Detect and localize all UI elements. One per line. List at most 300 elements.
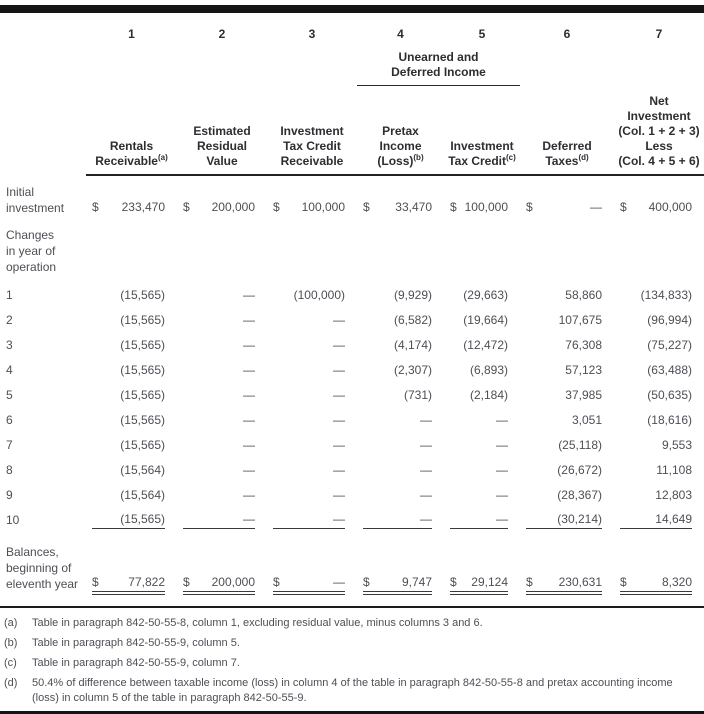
cell-content xyxy=(526,413,602,429)
cell-value: (15,565) xyxy=(120,412,165,427)
table-row-year-2 xyxy=(0,304,704,329)
cell-content xyxy=(273,512,345,529)
cell-value: (50,635) xyxy=(647,387,692,402)
footnote-b xyxy=(0,633,704,653)
row-label xyxy=(0,454,86,479)
text-line: 1 xyxy=(6,287,13,302)
cell-col2 xyxy=(177,404,267,429)
cell-content xyxy=(450,488,508,504)
text-line: 5 xyxy=(6,387,13,402)
cell-content xyxy=(92,512,165,529)
cell-content xyxy=(526,313,602,329)
group-header-row xyxy=(0,42,704,86)
cell-col7 xyxy=(614,429,704,454)
cell-col5 xyxy=(444,329,520,354)
cell-content xyxy=(450,575,508,592)
header-line: Rentals xyxy=(109,138,154,153)
cell-col2 xyxy=(177,529,267,599)
cell-content xyxy=(183,463,255,479)
cell-value: (18,616) xyxy=(647,412,692,427)
cell-value: — xyxy=(333,487,345,502)
cell-value: (731) xyxy=(403,387,432,402)
cell-col6 xyxy=(520,304,614,329)
cell-col6 xyxy=(520,504,614,529)
text-line: Deferred Income xyxy=(391,65,486,79)
text-line: Initial xyxy=(6,184,35,199)
cell-value: 58,860 xyxy=(565,287,602,302)
row-label xyxy=(0,279,86,304)
column-number-6: 6 xyxy=(563,27,571,41)
cell-value: — xyxy=(333,437,345,452)
dollar-sign: $ xyxy=(183,199,190,214)
column-number-4: 4 xyxy=(397,27,404,41)
text-line: beginning of xyxy=(6,560,72,575)
table-content xyxy=(0,13,704,714)
cell-col2 xyxy=(177,279,267,304)
cell-col2 xyxy=(177,504,267,529)
cell-value: (15,565) xyxy=(120,312,165,327)
cell-col5 xyxy=(444,404,520,429)
footnote-c xyxy=(0,653,704,673)
dollar-sign: $ xyxy=(620,574,627,589)
cell-content xyxy=(620,413,692,429)
row-label xyxy=(0,529,86,599)
cell-value: (28,367) xyxy=(557,487,602,502)
cell-col2 xyxy=(177,329,267,354)
cell-col1 xyxy=(86,404,177,429)
top-rule xyxy=(0,5,704,13)
text-line: 10 xyxy=(6,512,20,527)
cell-content xyxy=(526,388,602,404)
cell-value: (75,227) xyxy=(647,337,692,352)
cell-col7 xyxy=(614,454,704,479)
cell-content xyxy=(526,338,602,354)
cell-content xyxy=(92,575,165,592)
column-header-4 xyxy=(357,86,444,175)
cell-col2 xyxy=(177,354,267,379)
dollar-sign: $ xyxy=(363,574,370,589)
cell-content xyxy=(92,413,165,429)
cell-value: (4,174) xyxy=(393,337,432,352)
cell-content xyxy=(273,575,345,592)
header-line: (Col. 1 + 2 + 3) xyxy=(618,123,700,138)
cell-content xyxy=(92,388,165,404)
cell-content xyxy=(92,438,165,454)
cell-value: — xyxy=(496,487,508,502)
table-row-year-7 xyxy=(0,429,704,454)
cell-value: — xyxy=(243,312,255,327)
cell-col2 xyxy=(177,479,267,504)
cell-col5 xyxy=(444,304,520,329)
cell-value: 200,000 xyxy=(211,199,255,214)
cell-col3 xyxy=(267,329,357,354)
cell-value: — xyxy=(243,412,255,427)
column-header-1 xyxy=(86,86,177,175)
cell-col1 xyxy=(86,304,177,329)
cell-col6 xyxy=(520,404,614,429)
cell-col3 xyxy=(267,404,357,429)
cell-value: 12,803 xyxy=(655,487,692,502)
header-line: Value xyxy=(206,153,238,168)
text-line: 3 xyxy=(6,337,13,352)
text-line: 9 xyxy=(6,487,13,502)
cell-value: 57,123 xyxy=(565,362,602,377)
cell-col5 xyxy=(444,354,520,379)
cell-col5 xyxy=(444,529,520,599)
cell-content xyxy=(363,388,432,404)
row-label xyxy=(0,329,86,354)
cell-content xyxy=(620,575,692,592)
cell-value: 3,051 xyxy=(571,412,602,427)
cell-col7 xyxy=(614,529,704,599)
cell-value: 76,308 xyxy=(565,337,602,352)
header-line: Estimated xyxy=(193,123,251,138)
table-body xyxy=(0,175,704,599)
cell-content xyxy=(620,288,692,304)
cell-value: — xyxy=(243,437,255,452)
cell-content xyxy=(620,338,692,354)
cell-content xyxy=(526,575,602,592)
header-line: Investment xyxy=(280,123,344,138)
cell-content xyxy=(92,288,165,304)
text-line: investment xyxy=(6,200,65,215)
cell-value: 200,000 xyxy=(211,574,255,589)
row-label xyxy=(0,504,86,529)
cell-content xyxy=(273,438,345,454)
cell-content xyxy=(363,438,432,454)
row-label xyxy=(0,354,86,379)
cell-col4 xyxy=(357,279,444,304)
cell-value: — xyxy=(420,511,432,526)
cell-content xyxy=(363,463,432,479)
cell-col2 xyxy=(177,379,267,404)
header-line: Less xyxy=(645,138,673,153)
row-label xyxy=(0,404,86,429)
cell-content xyxy=(363,512,432,529)
cell-value: (15,564) xyxy=(120,462,165,477)
footnote-marker: (d) xyxy=(4,676,18,689)
cell-value: 77,822 xyxy=(128,574,165,589)
cell-col1 xyxy=(86,329,177,354)
cell-content xyxy=(92,338,165,354)
cell-value: (15,565) xyxy=(120,387,165,402)
table-row-year-5 xyxy=(0,379,704,404)
cell-col4 xyxy=(357,454,444,479)
cell-value: — xyxy=(243,487,255,502)
cell-col3 xyxy=(267,279,357,304)
cell-value: 37,985 xyxy=(565,387,602,402)
cell-value: — xyxy=(496,462,508,477)
cell-col6 xyxy=(520,354,614,379)
cell-col4 xyxy=(357,529,444,599)
cell-content xyxy=(273,413,345,429)
cell-col3 xyxy=(267,429,357,454)
cell-value: 9,553 xyxy=(661,437,692,452)
table-row-year-1 xyxy=(0,279,704,304)
cell-col7 xyxy=(614,279,704,304)
cell-value: 9,747 xyxy=(401,574,432,589)
text-line: eleventh year xyxy=(6,576,79,591)
header-line: Tax Credit xyxy=(283,138,341,153)
cell-value: — xyxy=(420,412,432,427)
column-header-7 xyxy=(614,86,704,175)
text-line: 8 xyxy=(6,462,13,477)
cell-value: 100,000 xyxy=(301,199,345,214)
column-number-2: 2 xyxy=(218,27,226,41)
text-line: Balances, xyxy=(6,544,59,559)
cell-content xyxy=(92,463,165,479)
cell-col6 xyxy=(520,529,614,599)
column-number-row xyxy=(0,13,704,42)
cell-col7 xyxy=(614,504,704,529)
group-header-spacer-right-2 xyxy=(614,42,704,86)
dollar-sign: $ xyxy=(526,199,533,214)
cell-content xyxy=(450,413,508,429)
investment-schedule-table xyxy=(0,13,704,599)
footnote-reference: (c) xyxy=(506,152,516,162)
cell-content xyxy=(620,363,692,379)
table-row-section-changes xyxy=(0,218,704,279)
cell-value: (15,565) xyxy=(120,337,165,352)
cell-col5 xyxy=(444,379,520,404)
footnote-reference: (a) xyxy=(157,152,168,162)
text-line: 2 xyxy=(6,312,13,327)
cell-value: (2,184) xyxy=(469,387,508,402)
cell-col7 xyxy=(614,175,704,218)
cell-col6 xyxy=(520,175,614,218)
cell-col1 xyxy=(86,379,177,404)
dollar-sign: $ xyxy=(363,199,370,214)
table-row-year-6 xyxy=(0,404,704,429)
cell-col4 xyxy=(357,429,444,454)
cell-content xyxy=(273,488,345,504)
header-line: Investment xyxy=(627,108,691,123)
cell-content xyxy=(620,438,692,454)
cell-value: — xyxy=(243,462,255,477)
cell-content xyxy=(450,438,508,454)
row-label xyxy=(0,379,86,404)
column-header-row xyxy=(0,86,704,175)
cell-content xyxy=(183,488,255,504)
cell-content xyxy=(526,463,602,479)
cell-col1 xyxy=(86,504,177,529)
cell-col4 xyxy=(357,304,444,329)
cell-value: (9,929) xyxy=(393,287,432,302)
cell-value: 233,470 xyxy=(121,199,165,214)
cell-col3 xyxy=(267,304,357,329)
cell-content xyxy=(363,488,432,504)
cell-content xyxy=(273,363,345,379)
cell-col5 xyxy=(444,429,520,454)
cell-content xyxy=(183,288,255,304)
cell-content xyxy=(363,413,432,429)
dollar-sign: $ xyxy=(450,199,457,214)
cell-value: (15,565) xyxy=(120,362,165,377)
row-label-header xyxy=(0,86,86,175)
dollar-sign: $ xyxy=(450,574,457,589)
cell-content xyxy=(363,200,432,216)
cell-value: — xyxy=(333,462,345,477)
row-label xyxy=(0,218,704,279)
cell-col5 xyxy=(444,454,520,479)
dollar-sign: $ xyxy=(620,199,627,214)
cell-content xyxy=(183,200,255,216)
table-row-year-3 xyxy=(0,329,704,354)
cell-value: (63,488) xyxy=(647,362,692,377)
cell-col3 xyxy=(267,479,357,504)
cell-col7 xyxy=(614,354,704,379)
footnote-text: Table in paragraph 842-50-55-9, column 7. xyxy=(32,656,240,669)
cell-col2 xyxy=(177,454,267,479)
cell-content xyxy=(526,512,602,529)
cell-value: (29,663) xyxy=(463,287,508,302)
cell-col1 xyxy=(86,429,177,454)
cell-value: 107,675 xyxy=(558,312,602,327)
row-label xyxy=(0,175,86,218)
cell-value: — xyxy=(420,437,432,452)
cell-col3 xyxy=(267,504,357,529)
cell-col2 xyxy=(177,175,267,218)
dollar-sign: $ xyxy=(92,199,99,214)
cell-value: — xyxy=(243,287,255,302)
footnote-reference: (b) xyxy=(413,152,424,162)
cell-col5 xyxy=(444,279,520,304)
cell-content xyxy=(363,313,432,329)
cell-content xyxy=(450,200,508,216)
column-header-2 xyxy=(177,86,267,175)
header-line: Receivable$^{(a)}$ xyxy=(95,152,168,168)
cell-content xyxy=(526,438,602,454)
cell-col4 xyxy=(357,504,444,529)
header-line: Tax Credit$^{(c)}$ xyxy=(448,152,516,168)
cell-content xyxy=(450,463,508,479)
header-line: Income xyxy=(379,138,422,153)
cell-value: (15,565) xyxy=(120,287,165,302)
table-row-year-10 xyxy=(0,504,704,529)
dollar-sign: $ xyxy=(273,574,280,589)
cell-value: — xyxy=(420,462,432,477)
cell-content xyxy=(92,488,165,504)
cell-col6 xyxy=(520,379,614,404)
text-line: 4 xyxy=(6,362,13,377)
header-line: (Loss)$^{(b)}$ xyxy=(377,152,424,168)
cell-col4 xyxy=(357,354,444,379)
cell-value: — xyxy=(333,511,345,526)
cell-content xyxy=(183,512,255,529)
text-line: Changes xyxy=(6,227,55,242)
table-row-balance-balances xyxy=(0,529,704,599)
cell-col5 xyxy=(444,175,520,218)
footnote-a xyxy=(0,613,704,633)
cell-col7 xyxy=(614,379,704,404)
cell-col5 xyxy=(444,504,520,529)
text-line: 6 xyxy=(6,412,13,427)
cell-value: — xyxy=(333,312,345,327)
cell-col7 xyxy=(614,304,704,329)
footnote-marker: (c) xyxy=(4,656,17,669)
cell-value: (15,565) xyxy=(120,437,165,452)
header-line: Receivable xyxy=(280,153,344,168)
cell-col1 xyxy=(86,479,177,504)
cell-value: — xyxy=(496,511,508,526)
header-line: Residual xyxy=(196,138,247,153)
cell-value: (30,214) xyxy=(557,511,602,526)
footnote-marker: (b) xyxy=(4,636,18,649)
header-line: Taxes$^{(d)}$ xyxy=(545,152,589,168)
footnotes-section xyxy=(0,606,704,708)
cell-col5 xyxy=(444,479,520,504)
cell-content xyxy=(92,313,165,329)
column-header-6 xyxy=(520,86,614,175)
column-number-7: 7 xyxy=(655,27,663,41)
bottom-rule xyxy=(0,711,704,714)
cell-col1 xyxy=(86,454,177,479)
cell-content xyxy=(526,200,602,216)
row-label-spacer xyxy=(0,13,86,42)
cell-col3 xyxy=(267,529,357,599)
cell-value: 400,000 xyxy=(648,199,692,214)
column-number-5: 5 xyxy=(478,27,486,41)
column-header-5 xyxy=(444,86,520,175)
cell-value: — xyxy=(243,387,255,402)
cell-value: 29,124 xyxy=(471,574,508,589)
cell-col6 xyxy=(520,479,614,504)
cell-col3 xyxy=(267,454,357,479)
cell-col3 xyxy=(267,379,357,404)
cell-value: (6,893) xyxy=(469,362,508,377)
text-line: 7 xyxy=(6,437,13,452)
cell-value: (96,994) xyxy=(647,312,692,327)
cell-content xyxy=(620,463,692,479)
cell-col4 xyxy=(357,329,444,354)
cell-content xyxy=(92,200,165,216)
footnote-text: Table in paragraph 842-50-55-9, column 5. xyxy=(32,636,240,649)
cell-value: (100,000) xyxy=(293,287,345,302)
cell-value: (19,664) xyxy=(463,312,508,327)
header-line: (Col. 4 + 5 + 6) xyxy=(618,153,700,168)
cell-content xyxy=(526,288,602,304)
cell-col6 xyxy=(520,429,614,454)
cell-content xyxy=(273,338,345,354)
group-header-unearned-deferred-income xyxy=(357,42,520,86)
row-label xyxy=(0,304,86,329)
dollar-sign: $ xyxy=(183,574,190,589)
cell-content xyxy=(620,313,692,329)
group-header-spacer-left xyxy=(0,42,357,86)
column-header-3 xyxy=(267,86,357,175)
cell-content xyxy=(363,575,432,592)
cell-content xyxy=(450,363,508,379)
table-row-year-4 xyxy=(0,354,704,379)
cell-value: — xyxy=(243,511,255,526)
cell-value: — xyxy=(590,199,602,214)
cell-content xyxy=(526,363,602,379)
cell-value: (15,565) xyxy=(120,511,165,526)
cell-col4 xyxy=(357,175,444,218)
cell-value: — xyxy=(333,387,345,402)
cell-value: (12,472) xyxy=(463,337,508,352)
cell-col3 xyxy=(267,354,357,379)
cell-value: — xyxy=(496,437,508,452)
column-number-1: 1 xyxy=(128,27,135,41)
cell-value: 8,320 xyxy=(661,574,692,589)
cell-col1 xyxy=(86,279,177,304)
cell-content xyxy=(183,363,255,379)
cell-col6 xyxy=(520,279,614,304)
cell-content xyxy=(273,463,345,479)
footnote-reference: (d) xyxy=(578,152,589,162)
cell-value: — xyxy=(243,337,255,352)
